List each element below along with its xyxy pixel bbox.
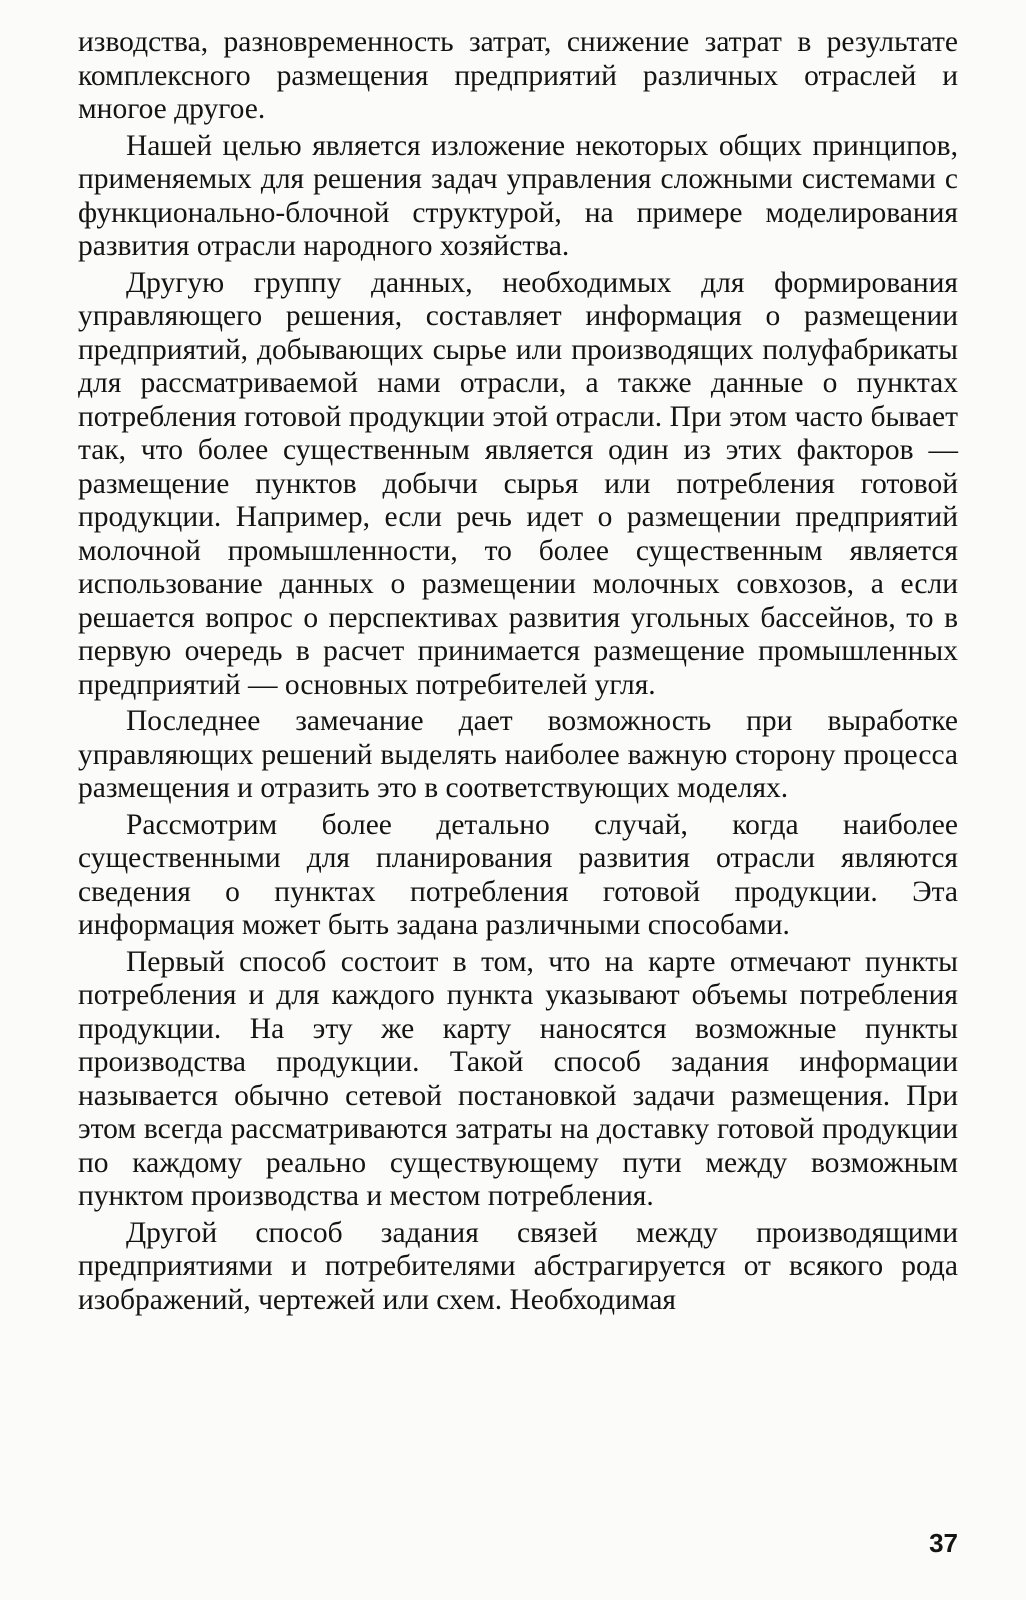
paragraph-2: Нашей целью является изложение некоторых общих принципов, применяемых для решения задач управления сложными системами с функционально-блочной структурой, на примере моделирования развития отрасли народного хозяйства. — [78, 129, 958, 262]
paragraph-7: Другой способ задания связей между производящими предприятиями и потребителями абстрагируется от всякого рода изображений, чертежей или схем. Необходимая — [78, 1216, 958, 1316]
paragraph-1: изводства, разновременность затрат, снижение затрат в результате комплексного размещения предприятий различных отраслей и многое другое. — [78, 26, 958, 125]
book-page-body — [78, 26, 958, 1320]
paragraph-6: Первый способ состоит в том, что на карте отмечают пункты потребления и для каждого пункта указывают объемы потребления продукции. На эту же карту наносятся возможные пункты производства продукции. Такой способ задания информации называется обычно сетевой постановкой задачи размещения. При этом всегда рассматриваются затраты на доставку готовой продукции по каждому реально существующему пути между возможным пунктом производства и местом потребления. — [78, 945, 958, 1212]
paragraph-4: Последнее замечание дает возможность при выработке управляющих решений выделять наиболее важную сторону процесса размещения и отразить это в соответствующих моделях. — [78, 705, 958, 804]
page-number: 37 — [929, 1528, 958, 1558]
paragraph-5: Рассмотрим более детально случай, когда наиболее существенными для планирования развития отрасли являются сведения о пунктах потребления готовой продукции. Эта информация может быть задана различными способами. — [78, 808, 958, 941]
paragraph-3: Другую группу данных, необходимых для формирования управляющего решения, составляет информация о размещении предприятий, добывающих сырье или производящих полуфабрикаты для рассматриваемой нами отрасли, а также данные о пунктах потребления готовой продукции этой отрасли. При этом часто бывает так, что более существенным является один из этих факторов — размещение пунктов добычи сырья или потребления готовой продукции. Например, если речь идет о размещении предприятий молочной промышленности, то более существенным является использование данных о размещении молочных совхозов, а если решается вопрос о перспективах развития угольных бассейнов, то в первую очередь в расчет принимается размещение промышленных предприятий — основных потребителей угля. — [78, 266, 958, 701]
